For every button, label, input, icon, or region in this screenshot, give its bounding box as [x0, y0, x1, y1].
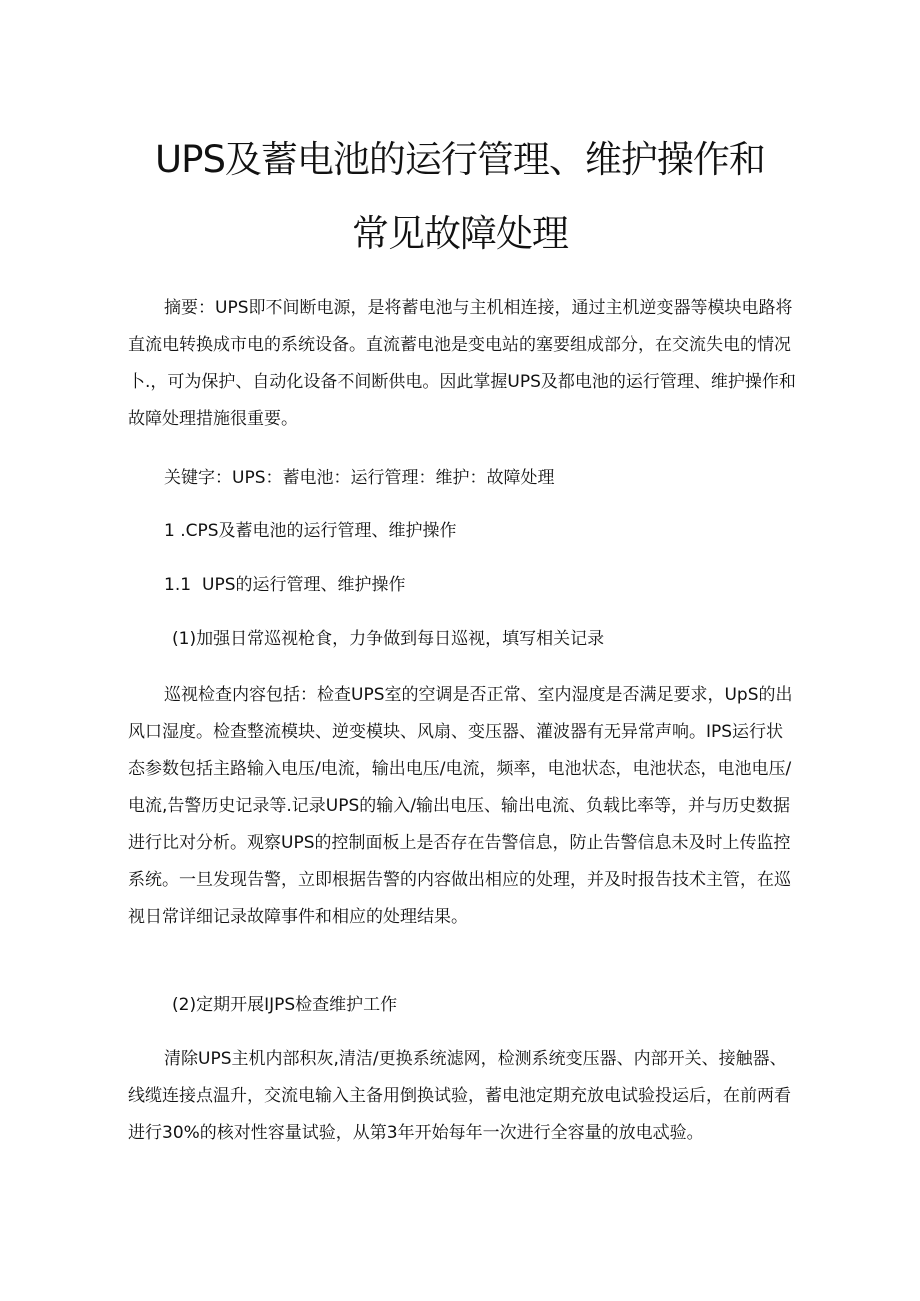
- section-1-1-heading: [164, 570, 406, 595]
- inspection-paragraph: 巡视检查内容包括：检查UPS室的空调是否正常、室内湿度是否满足要求，UpS的出风口湿度。检查整流模块、逆变模块、风扇、变压器、灌波器有无异常声响。IPS运行状态参数包括主路输入电压/电流，输出电压/电流，频率，电池状态，电池状态，电池电压/电流,告警历史记录等.记录UPS的输入/输出电压、输出电流、负载比率等，并与历史数据进行比对分析。观察UPS的控制面板上是否存在告警信息，防止告警信息未及时上传监控系统。一旦发现告警，立即根据告警的内容做出相应的处理，并及时报告技术主管，在巡视日常详细记录故障事件和相应的处理结果。: [128, 685, 793, 927]
- item-1-heading: (1)加强日常巡视枪食，力争做到每日巡视，填写相关记录: [172, 629, 605, 649]
- document-title-line-2: 常见故障处理: [352, 212, 568, 255]
- item-2-heading: (2)定期开展IJPS检查维护工作: [172, 995, 398, 1015]
- keywords-line: 关键字：UPS：蓄电池：运行管理：维护：故障处理: [164, 468, 555, 488]
- maintenance-paragraph: 清除UPS主机内部积灰,清洁/更换系统滤网，检测系统变压器、内部开关、接触器、线缆连接点温升，交流电输入主备用倒换试验，蓄电池定期充放电试验投运后，在前两看进行30%的核对性容量试验，从第3年开始每年一次进行全容量的放电忒验。: [128, 1049, 791, 1143]
- section-1-1-number: 1.1: [164, 575, 192, 595]
- section-1-heading: 1 .CPS及蓄电池的运行管理、维护操作: [164, 521, 457, 541]
- section-1-1-title: UPS的运行管理、维护操作: [202, 575, 406, 595]
- abstract-paragraph: 摘要：UPS即不间断电源，是将蓄电池与主机相连接，通过主机逆变器等模块电路将直流电转换成市电的系统设备。直流蓄电池是变电站的塞要组成部分，在交流失电的情况卜.，可为保护、自动化设备不间断供电。因此掌握UPS及都电池的运行管理、维护操作和故障处理措施很重要。: [128, 298, 796, 429]
- document-title-line-1: UPS及蓄电池的运行管理、维护操作和: [155, 138, 765, 181]
